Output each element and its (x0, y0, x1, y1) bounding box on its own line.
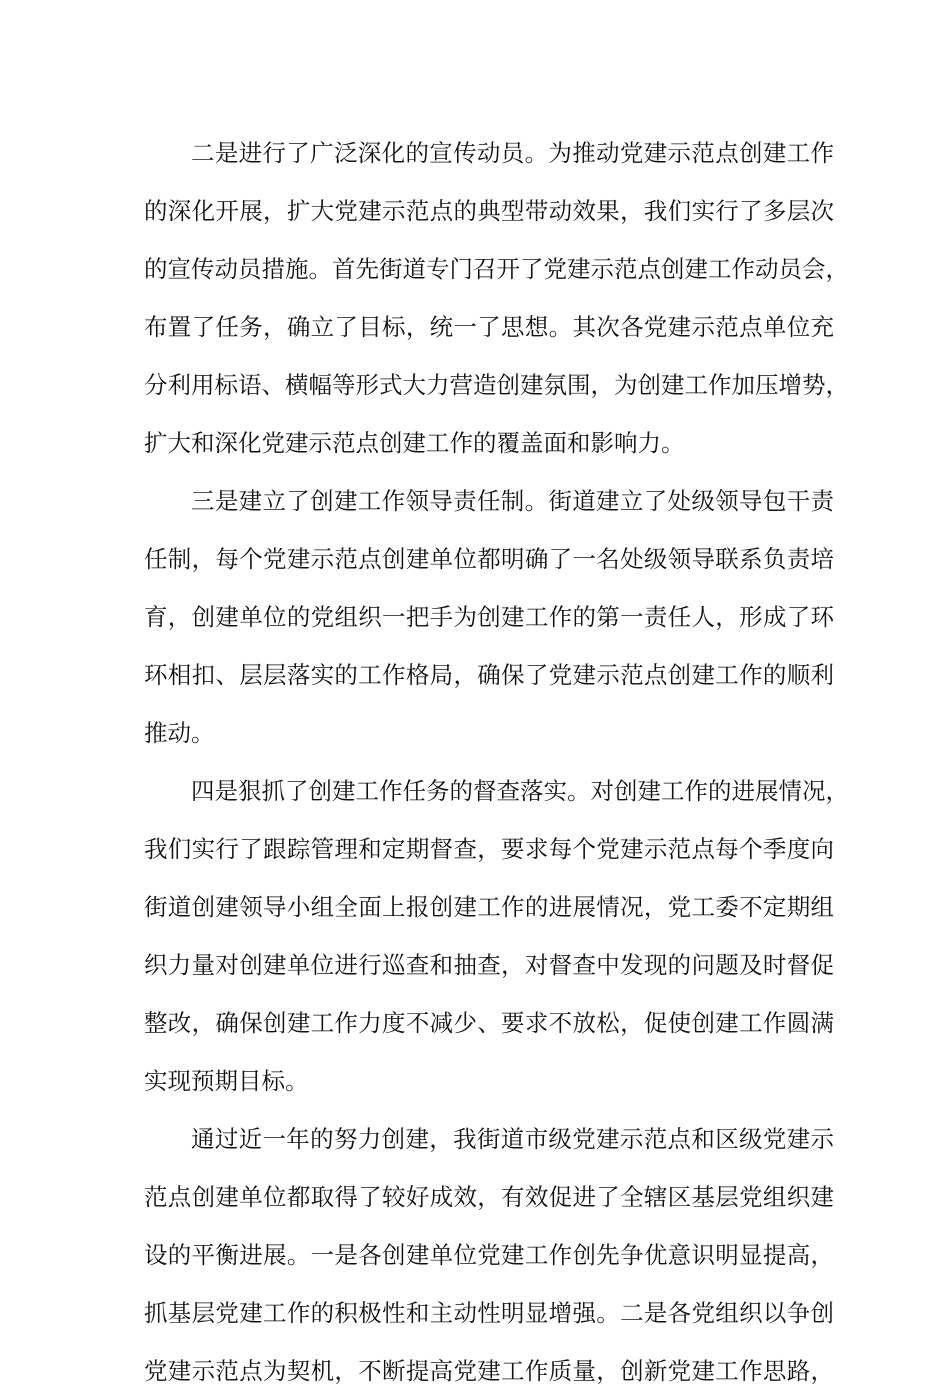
paragraph-1-line-4: 布置了任务，确立了目标，统一了思想。其次各党建示范点单位充 (144, 313, 834, 341)
paragraph-4-line-5: 党建示范点为契机，不断提高党建工作质量，创新党建工作思路， (144, 1357, 834, 1385)
document-body (144, 124, 849, 1400)
paragraph-2-line-2: 任制，每个党建示范点创建单位都明确了一名处级领导联系负责培 (144, 545, 834, 573)
paragraph-4-line-4: 抓基层党建工作的积极性和主动性明显增强。二是各党组织以争创 (144, 1299, 834, 1327)
paragraph-1-line-5: 分利用标语、横幅等形式大力营造创建氛围，为创建工作加压增势， (144, 371, 849, 399)
paragraph-2-line-1: 三是建立了创建工作领导责任制。街道建立了处级领导包干责 (191, 487, 834, 515)
paragraph-1-line-3: 的宣传动员措施。首先街道专门召开了党建示范点创建工作动员会， (144, 255, 849, 283)
paragraph-4-line-1: 通过近一年的努力创建，我街道市级党建示范点和区级党建示 (191, 1125, 834, 1153)
paragraph-1-line-2: 的深化开展，扩大党建示范点的典型带动效果，我们实行了多层次 (144, 197, 834, 225)
paragraph-3-line-1: 四是狠抓了创建工作任务的督查落实。对创建工作的进展情况， (191, 777, 849, 805)
paragraph-3-line-4: 织力量对创建单位进行巡查和抽查，对督查中发现的问题及时督促 (144, 951, 834, 979)
paragraph-3-line-5: 整改，确保创建工作力度不减少、要求不放松，促使创建工作圆满 (144, 1009, 834, 1037)
paragraph-1-line-1: 二是进行了广泛深化的宣传动员。为推动党建示范点创建工作 (191, 139, 834, 167)
paragraph-2-line-4: 环相扣、层层落实的工作格局，确保了党建示范点创建工作的顺利 (144, 661, 834, 689)
paragraph-2-line-3: 育，创建单位的党组织一把手为创建工作的第一责任人，形成了环 (144, 603, 834, 631)
paragraph-2-line-5: 推动。 (144, 719, 215, 747)
paragraph-3-line-3: 街道创建领导小组全面上报创建工作的进展情况，党工委不定期组 (144, 893, 834, 921)
paragraph-4-line-2: 范点创建单位都取得了较好成效，有效促进了全辖区基层党组织建 (144, 1183, 834, 1211)
paragraph-3-line-6: 实现预期目标。 (144, 1067, 309, 1095)
paragraph-3-line-2: 我们实行了跟踪管理和定期督查，要求每个党建示范点每个季度向 (144, 835, 834, 863)
paragraph-1-line-6: 扩大和深化党建示范点创建工作的覆盖面和影响力。 (144, 429, 685, 457)
paragraph-4-line-3: 设的平衡进展。一是各创建单位党建工作创先争优意识明显提高， (144, 1241, 834, 1269)
